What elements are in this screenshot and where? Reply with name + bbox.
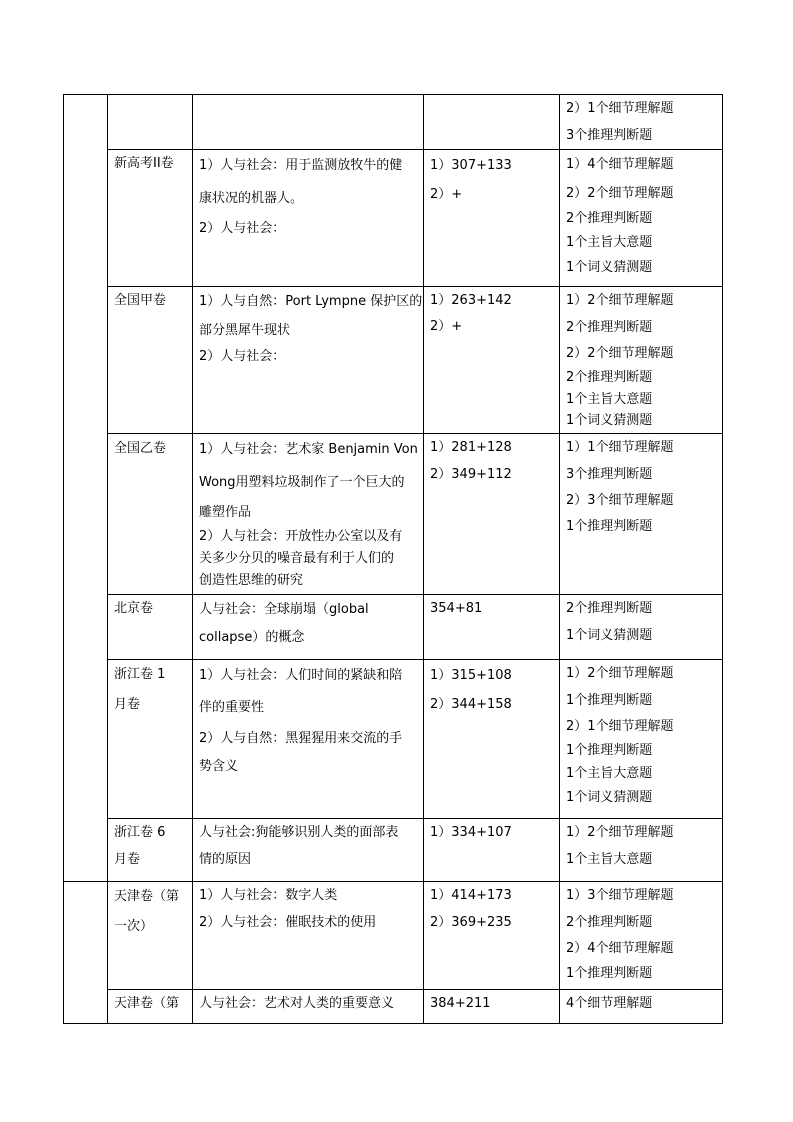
word-count-line: 1）334+107 (430, 825, 512, 840)
word-count-cell (424, 95, 560, 150)
topic-line: 2）人与社会：开放性办公室以及有 (199, 529, 403, 544)
group-cell (64, 95, 108, 150)
word-count-cell (424, 819, 560, 882)
paper-line: 一次） (114, 919, 154, 934)
topic-line: 1）人与社会：用于监测放牧牛的健 (199, 158, 403, 173)
question-type-line: 1个推理判断题 (566, 743, 653, 758)
topic-line: 康状况的机器人。 (199, 191, 304, 206)
question-type-cell (560, 660, 723, 819)
paper-cell (108, 150, 193, 287)
topic-line: 2）人与社会： (199, 221, 286, 236)
question-type-line: 2个推理判断题 (566, 601, 653, 616)
topic-cell (193, 150, 424, 287)
topic-line: 人与社会:狗能够识别人类的面部表 (199, 825, 399, 840)
topic-cell (193, 882, 424, 990)
topic-line: 部分黑犀牛现状 (199, 323, 291, 338)
question-type-line: 1）1个细节理解题 (566, 440, 674, 455)
word-count-line: 2）369+235 (430, 915, 512, 930)
paper-cell (108, 95, 193, 150)
word-count-cell (424, 434, 560, 595)
topic-line: Wong用塑料垃圾制作了一个巨大的 (199, 475, 405, 490)
word-count-line: 1）307+133 (430, 158, 512, 173)
question-type-line: 2个推理判断题 (566, 211, 653, 226)
question-type-line: 1）2个细节理解题 (566, 825, 674, 840)
topic-line: 创造性思维的研究 (199, 573, 304, 588)
paper-cell (108, 882, 193, 990)
question-type-line: 1）2个细节理解题 (566, 293, 674, 308)
table-row (64, 882, 723, 990)
group-cell (64, 150, 108, 287)
word-count-line: 1）263+142 (430, 293, 512, 308)
topic-line: 人与社会：艺术对人类的重要意义 (199, 996, 395, 1011)
table-row (64, 434, 723, 595)
table-row (64, 150, 723, 287)
table-row (64, 95, 723, 150)
question-type-line: 2）2个细节理解题 (566, 186, 674, 201)
group-cell (64, 882, 108, 990)
group-cell (64, 287, 108, 434)
group-cell (64, 990, 108, 1024)
topic-line: 势含义 (199, 759, 239, 774)
question-type-line: 1个词义猜测题 (566, 260, 653, 275)
paper-cell (108, 434, 193, 595)
topic-line: collapse）的概念 (199, 630, 305, 645)
paper-line: 月卷 (114, 852, 141, 867)
document-table (63, 94, 723, 1024)
paper-cell (108, 819, 193, 882)
question-type-cell (560, 95, 723, 150)
word-count-cell (424, 287, 560, 434)
question-type-line: 1个推理判断题 (566, 966, 653, 981)
question-type-cell (560, 150, 723, 287)
word-count-line: 2）344+158 (430, 697, 512, 712)
topic-line: 1）人与社会：人们时间的紧缺和陪 (199, 668, 403, 683)
question-type-line: 1）2个细节理解题 (566, 666, 674, 681)
topic-line: 2）人与自然：黑猩猩用来交流的手 (199, 731, 403, 746)
topic-cell (193, 990, 424, 1024)
topic-line: 1）人与社会：艺术家 Benjamin Von (199, 442, 418, 457)
question-type-cell (560, 819, 723, 882)
topic-line: 1）人与自然：Port Lympne 保护区的 (199, 294, 423, 309)
paper-cell (108, 990, 193, 1024)
word-count-line: 2）349+112 (430, 467, 512, 482)
table-row (64, 595, 723, 660)
group-cell (64, 595, 108, 660)
paper-cell (108, 660, 193, 819)
question-type-line: 2个推理判断题 (566, 915, 653, 930)
table-row (64, 990, 723, 1024)
question-type-line: 1）3个细节理解题 (566, 888, 674, 903)
word-count-line: 2）+ (430, 319, 463, 334)
question-type-line: 2）2个细节理解题 (566, 346, 674, 361)
word-count-line: 2）+ (430, 187, 463, 202)
question-type-line: 1个词义猜测题 (566, 413, 653, 428)
question-type-line: 3个推理判断题 (566, 128, 653, 143)
table-row (64, 819, 723, 882)
paper-cell (108, 595, 193, 660)
group-cell (64, 434, 108, 595)
question-type-cell (560, 882, 723, 990)
question-type-line: 1个词义猜测题 (566, 628, 653, 643)
topic-cell (193, 287, 424, 434)
word-count-line: 1）281+128 (430, 440, 512, 455)
topic-line: 关多少分贝的噪音最有利于人们的 (199, 551, 395, 566)
topic-line: 人与社会：全球崩塌（global (199, 602, 369, 617)
question-type-line: 3个推理判断题 (566, 467, 653, 482)
word-count-line: 384+211 (430, 996, 491, 1011)
question-type-line: 1个主旨大意题 (566, 235, 653, 250)
word-count-cell (424, 660, 560, 819)
table-row (64, 287, 723, 434)
question-type-line: 2个推理判断题 (566, 320, 653, 335)
question-type-line: 2）4个细节理解题 (566, 941, 674, 956)
topic-cell (193, 595, 424, 660)
paper-line: 北京卷 (114, 601, 154, 616)
paper-line: 天津卷（第 (114, 996, 180, 1011)
word-count-line: 1）315+108 (430, 668, 512, 683)
word-count-line: 1）414+173 (430, 888, 512, 903)
topic-line: 2）人与社会： (199, 349, 286, 364)
question-type-line: 1个主旨大意题 (566, 766, 653, 781)
question-type-cell (560, 595, 723, 660)
topic-line: 雕塑作品 (199, 505, 252, 520)
topic-cell (193, 95, 424, 150)
question-type-line: 1）4个细节理解题 (566, 157, 674, 172)
word-count-cell (424, 595, 560, 660)
paper-line: 新高考II卷 (114, 156, 174, 171)
group-cell (64, 819, 108, 882)
question-type-cell (560, 990, 723, 1024)
topic-cell (193, 819, 424, 882)
word-count-line: 354+81 (430, 601, 483, 616)
paper-line: 天津卷（第 (114, 889, 180, 904)
paper-line: 月卷 (114, 697, 141, 712)
paper-cell (108, 287, 193, 434)
word-count-cell (424, 150, 560, 287)
topic-line: 伴的重要性 (199, 700, 265, 715)
topic-line: 1）人与社会：数字人类 (199, 888, 338, 903)
question-type-line: 1个词义猜测题 (566, 790, 653, 805)
topic-cell (193, 434, 424, 595)
question-type-line: 4个细节理解题 (566, 996, 653, 1011)
question-type-cell (560, 434, 723, 595)
question-type-line: 1个推理判断题 (566, 519, 653, 534)
question-type-line: 1个推理判断题 (566, 693, 653, 708)
question-type-line: 2）1个细节理解题 (566, 719, 674, 734)
paper-line: 全国乙卷 (114, 441, 167, 456)
paper-line: 浙江卷 6 (114, 825, 166, 840)
topic-cell (193, 660, 424, 819)
word-count-cell (424, 990, 560, 1024)
question-type-line: 2）1个细节理解题 (566, 101, 674, 116)
paper-line: 全国甲卷 (114, 293, 167, 308)
table-row (64, 660, 723, 819)
group-cell (64, 660, 108, 819)
topic-line: 情的原因 (199, 852, 252, 867)
paper-line: 浙江卷 1 (114, 667, 166, 682)
word-count-cell (424, 882, 560, 990)
question-type-line: 1个主旨大意题 (566, 392, 653, 407)
topic-line: 2）人与社会：催眠技术的使用 (199, 915, 377, 930)
question-type-line: 1个主旨大意题 (566, 852, 653, 867)
question-type-line: 2）3个细节理解题 (566, 493, 674, 508)
question-type-cell (560, 287, 723, 434)
question-type-line: 2个推理判断题 (566, 370, 653, 385)
